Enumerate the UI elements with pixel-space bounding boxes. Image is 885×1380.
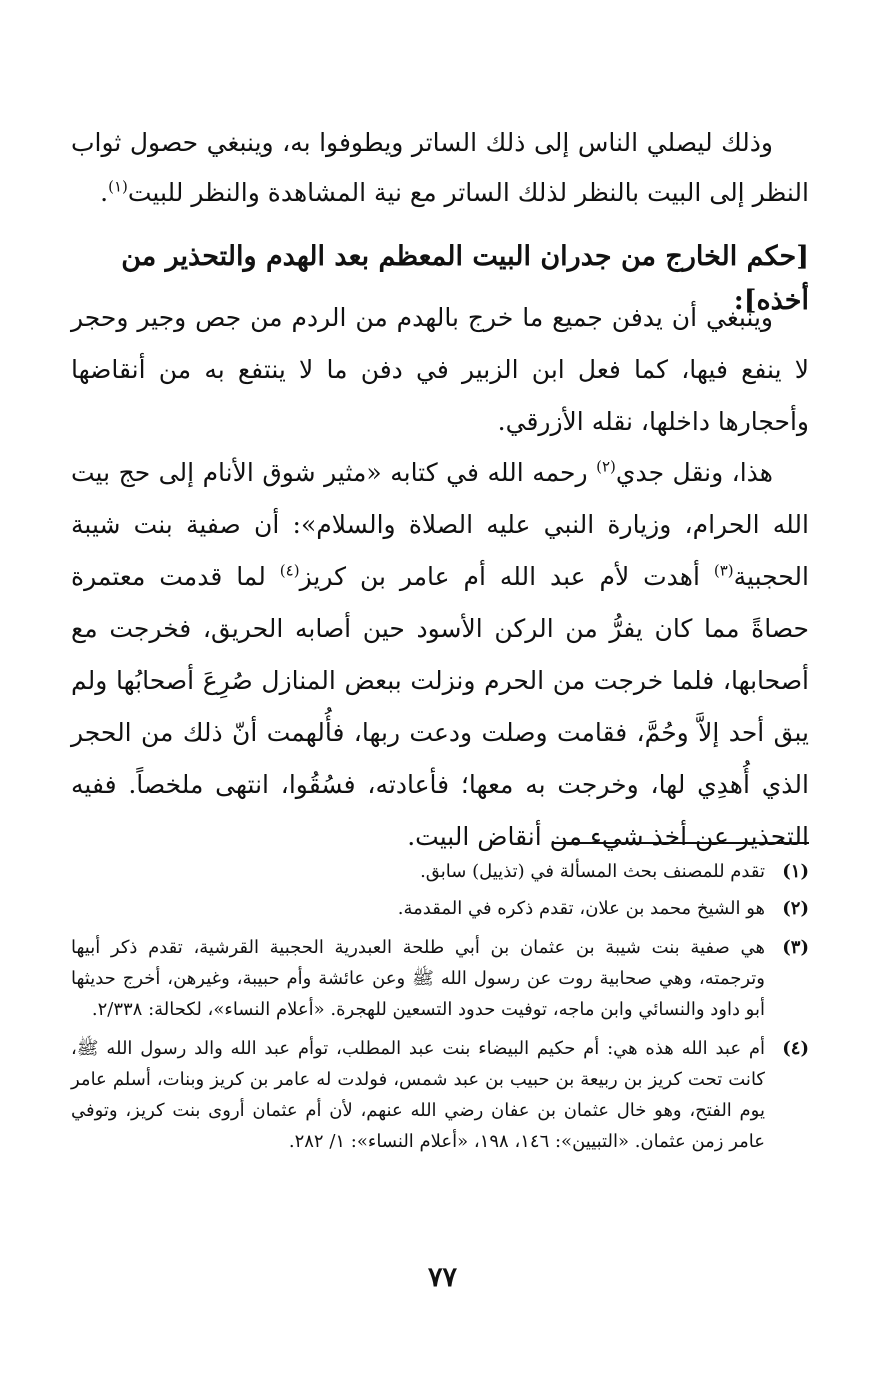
paragraph-1-end: . (100, 178, 109, 207)
footnote-number: (١) (782, 861, 809, 882)
footnote-text: أم عبد الله هذه هي: أم حكيم البيضاء بنت عبد المطلب، توأم عبد الله والد رسول الله ﷺ، كانت تحت كريز بن ربيعة بن حبيب بن عبد شمس، فولدت له عامر بن كريز وبنات، أسلم عامر يوم الفتح، وهو خال عثمان بن عفان رضي الله عنهم، لأن أم عثمان أروى بنت كريز، وتوفي عامر زمن عثمان. «التبيين»: ١٤٦، ١٩٨، «أعلام النساء»: ١/ ٢٨٢. (71, 1038, 765, 1152)
paragraph-3-part-4: لما قدمت معتمرة حصاةً مما كان يفرُّ من الركن الأسود حين أصابه الحريق، فخرجت مع أصحابها، فلما خرجت من الحرم ونزلت ببعض المنازل صُرِعَ أصحابُها ولم يبق أحد إلاَّ وحُمَّ، فقامت وصلت ودعت ربها، فأُلهمت أنّ ذلك من الحجر الذي أُهدِي لها، وخرجت به معها؛ فأعادته، فسُقُوا، انتهى ملخصاً. ففيه التحذير عن أخذ شيء من أنقاض البيت. (71, 562, 809, 851)
footnote-ref-2[interactable]: (٢) (596, 457, 616, 476)
footnote-number: (٢) (782, 898, 809, 919)
footnote-ref-1[interactable]: (١) (108, 177, 128, 196)
footnote-text: تقدم للمصنف بحث المسألة في (تذييل) سابق. (420, 861, 765, 882)
footnote-text: هو الشيخ محمد بن علان، تقدم ذكره في المقدمة. (397, 898, 765, 919)
page-number: ٧٧ (427, 1262, 457, 1293)
paragraph-3 (71, 447, 809, 863)
footnote-1 (71, 856, 809, 887)
footnote-number: (٤) (782, 1038, 809, 1059)
footnote-text: هي صفية بنت شيبة بن عثمان بن أبي طلحة العبدرية الحجبية القرشية، تقدم ذكر أبيها وترجمته، وهي صحابية روت عن رسول الله ﷺ وعن عائشة وأم حبيبة، وغيرهن، أخرج حديثها أبو داود والنسائي وابن ماجه، توفيت حدود التسعين للهجرة. «أعلام النساء»، لكحالة: ٢/٣٣٨. (71, 937, 765, 1020)
paragraph-3-part-1: هذا، ونقل جدي (615, 458, 773, 487)
footnotes (71, 850, 809, 1157)
section-heading: [حكم الخارج من جدران البيت المعظم بعد الهدم والتحذير من أخذه]: (121, 241, 809, 316)
footnote-4 (71, 1033, 809, 1157)
paragraph-1 (71, 118, 809, 218)
footnote-ref-3[interactable]: (٣) (713, 561, 734, 580)
paragraph-1-text: وذلك ليصلي الناس إلى ذلك الساتر ويطوفوا به، وينبغي حصول ثواب النظر إلى البيت بالنظر لذلك الساتر مع نية المشاهدة والنظر للبيت (71, 128, 809, 207)
paragraph-2-text: وينبغي أن يدفن جميع ما خرج بالهدم من الردم من جص وجير وحجر لا ينفع فيها، كما فعل ابن الزبير في دفن ما لا ينتفع به من أنقاضها وأحجارها داخلها، نقله الأزرقي. (71, 303, 809, 436)
footnote-divider (553, 842, 809, 844)
paragraph-2 (71, 292, 809, 448)
footnote-ref-4[interactable]: (٤) (279, 561, 300, 580)
footnote-2 (71, 893, 809, 924)
footnote-3 (71, 932, 809, 1025)
footnote-number: (٣) (782, 937, 809, 958)
paragraph-3-part-2: رحمه الله في كتابه «مثير شوق الأنام إلى حج بيت الله الحرام، وزيارة النبي عليه الصلاة والسلام»: أن صفية بنت شيبة الحجبية (71, 458, 809, 591)
paragraph-3-part-3: أهدت لأم عبد الله أم عامر بن كريز (299, 562, 714, 591)
